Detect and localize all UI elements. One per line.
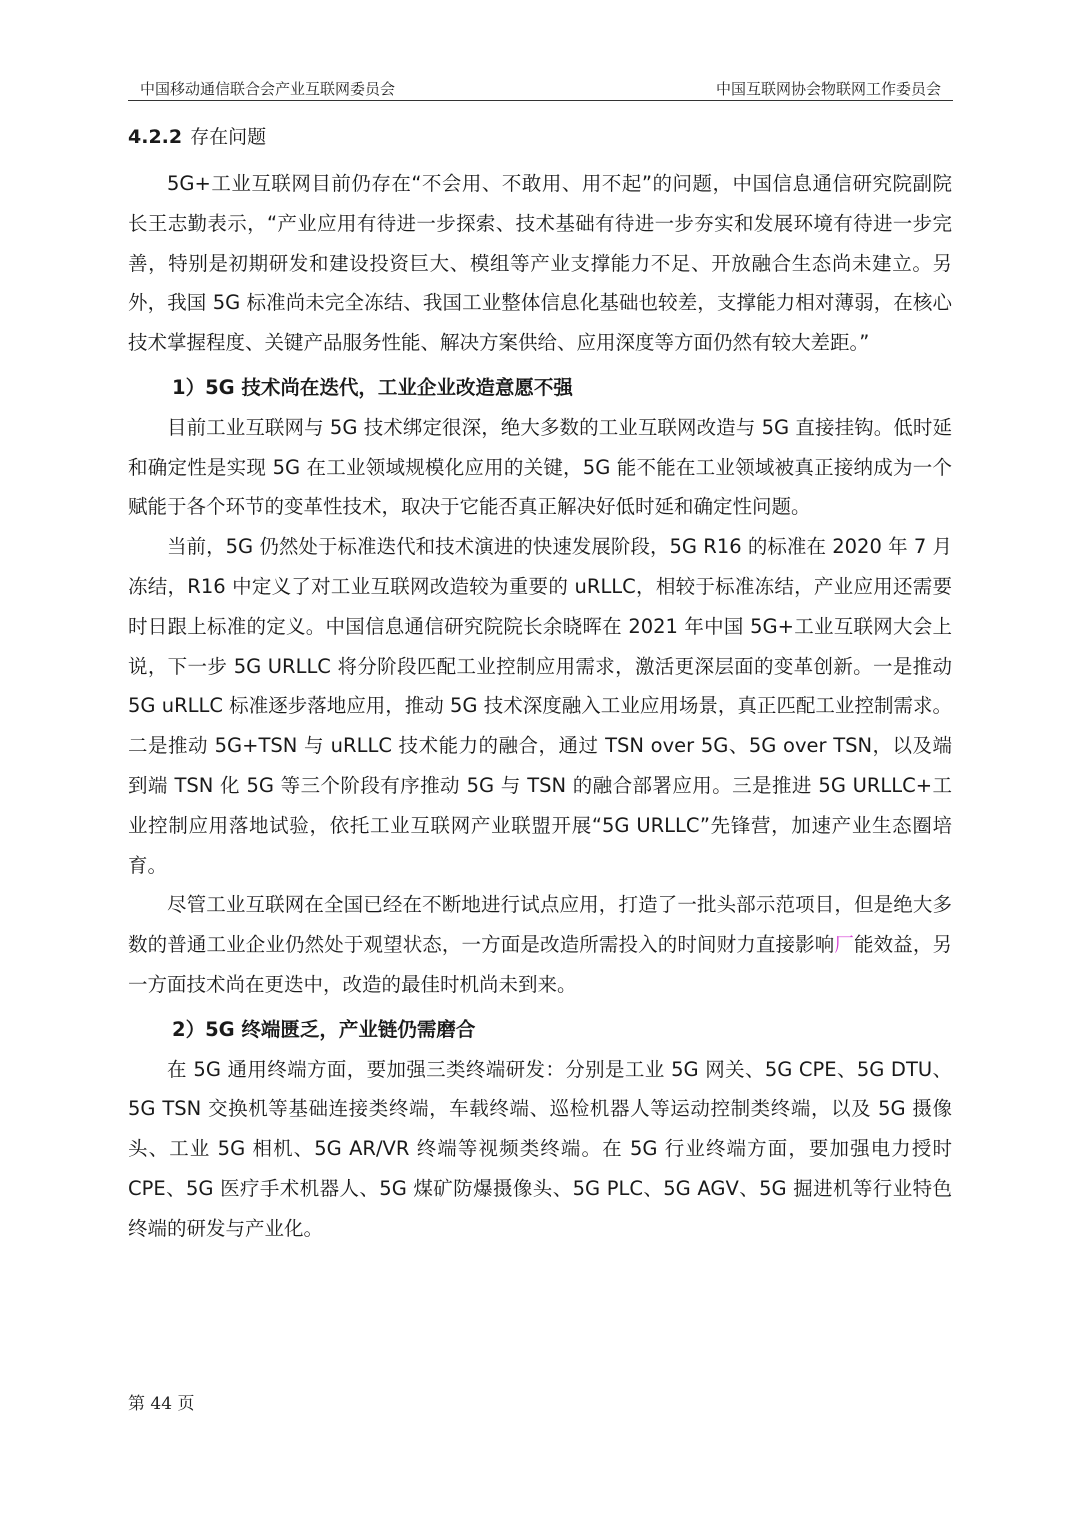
- subsection-1-paragraph-3: [128, 885, 952, 1004]
- paragraph-text: 尽管工业互联网在全国已经在不断地进行试点应用，打造了一批头部示范项目，但是绝大多数的普通工业企业仍然处于观望状态，一方面是改造所需投入的时间财力直接影响: [128, 893, 952, 957]
- section-heading: [128, 122, 952, 152]
- paragraph-text: 能效益，另一方面技术尚在更迭中，改造的最佳时机尚未到来。: [128, 933, 952, 996]
- page-header: [128, 76, 953, 101]
- highlighted-char: 厂: [834, 933, 854, 957]
- subsection-1-title: 1）5G 技术尚在迭代，工业企业改造意愿不强: [172, 375, 573, 399]
- section-number: 4.2.2: [128, 126, 183, 148]
- intro-paragraph: 5G+工业互联网目前仍存在“不会用、不敢用、用不起”的问题，中国信息通信研究院副院长王志勤表示，“产业应用有待进一步探索、技术基础有待进一步夯实和发展环境有待进一步完善，特别是初期研发和建设投资巨大、模组等产业支撑能力不足、开放融合生态尚未建立。另外，我国 5G 标准尚未完全冻结、我国工业整体信息化基础也较差，支撑能力相对薄弱，在核心技术掌握程度、关键产品服务性能、解决方案供给、应用深度等方面仍然有较大差距。”: [128, 172, 952, 355]
- subsection-1-paragraph-2: 当前，5G 仍然处于标准迭代和技术演进的快速发展阶段，5G R16 的标准在 2020 年 7 月冻结，R16 中定义了对工业互联网改造较为重要的 uRLLC，相较于标准冻结，产业应用还需要时日跟上标准的定义。中国信息通信研究院院长余晓晖在 2021 年中国 5G+工业互联网大会上说，下一步 5G URLLC 将分阶段匹配工业控制应用需求，激活更深层面的变革创新。一是推动 5G uRLLC 标准逐步落地应用，推动 5G 技术深度融入工业应用场景，真正匹配工业控制需求。二是推动 5G+TSN 与 uRLLC 技术能力的融合，通过 TSN over 5G、5G over TSN，以及端到端 TSN 化 5G 等三个阶段有序推动 5G 与 TSN 的融合部署应用。三是推进 5G URLLC+工业控制应用落地试验，依托工业互联网产业联盟开展“5G URLLC”先锋营，加速产业生态圈培育。: [128, 535, 952, 877]
- subsection-2-paragraph-1: 在 5G 通用终端方面，要加强三类终端研发：分别是工业 5G 网关、5G CPE、5G DTU、5G TSN 交换机等基础连接类终端，车载终端、巡检机器人等运动控制类终端，以及 5G 摄像头、工业 5G 相机、5G AR/VR 终端等视频类终端。在 5G 行业终端方面，要加强电力授时 CPE、5G 医疗手术机器人、5G 煤矿防爆摄像头、5G PLC、5G AGV、5G 掘进机等行业特色终端的研发与产业化。: [128, 1057, 952, 1240]
- page-number: 第 44 页: [128, 1394, 195, 1414]
- page-content: [128, 122, 952, 1249]
- header-right-org: 中国互联网协会物联网工作委员会: [715, 80, 941, 98]
- subsection-2-title: 2）5G 终端匮乏，产业链仍需磨合: [172, 1017, 476, 1041]
- header-left-org: 中国移动通信联合会产业互联网委员会: [140, 80, 396, 98]
- section-title: 存在问题: [190, 126, 267, 148]
- subsection-1-paragraph-1: 目前工业互联网与 5G 技术绑定很深，绝大多数的工业互联网改造与 5G 直接挂钩。低时延和确定性是实现 5G 在工业领域规模化应用的关键，5G 能不能在工业领域被真正接纳成为一个赋能于各个环节的变革性技术，取决于它能否真正解决好低时延和确定性问题。: [128, 415, 952, 519]
